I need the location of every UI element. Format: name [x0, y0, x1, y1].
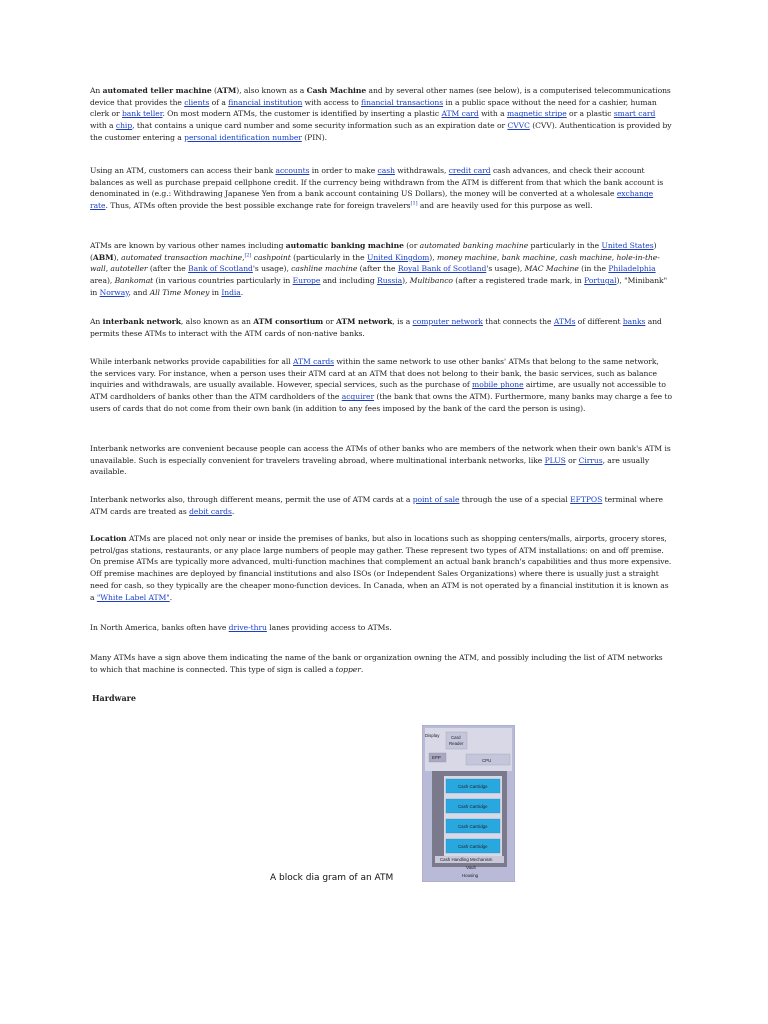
link-mobile-phone[interactable]: mobile phone [472, 380, 524, 390]
label-cpu: CPU [482, 758, 492, 763]
label-display: Display [425, 733, 440, 738]
paragraph-topper: Many ATMs have a sign above them indicating the name of the bank or organization owning the ATM, and possibly including the list of ATM networks to which that machine is connected. This type of sign is called a topper. [90, 653, 663, 674]
section-heading-hardware: Hardware [92, 693, 136, 703]
link-computer-network[interactable]: computer network [412, 317, 483, 326]
label-vault: Vault [466, 865, 476, 870]
link-drive-thru[interactable]: drive-thru [228, 623, 267, 632]
link-financial-institution[interactable]: financial institution [228, 97, 303, 107]
link-philadelphia[interactable]: Philadelphia [608, 264, 656, 274]
link-credit-card[interactable]: credit card [448, 166, 491, 175]
link-united-kingdom[interactable]: United Kingdom [366, 252, 430, 262]
link-financial-transactions[interactable]: financial transactions [360, 97, 444, 107]
link-chip[interactable]: chip [115, 121, 133, 131]
link-cvvc[interactable]: CVVC [507, 121, 530, 131]
link-smart-card[interactable]: smart card [613, 109, 656, 119]
link-cirrus[interactable]: Cirrus [578, 455, 603, 465]
label-cash-handling: Cash Handling Mechanism [440, 857, 493, 862]
paragraph-interbank: An interbank network, also known as an ATM consortium or ATM network, is a computer network that connects the ATMs of different banks and permits these ATMs to interact with the ATM cards of non-native banks. [90, 317, 662, 338]
link-united-states[interactable]: United States [601, 241, 654, 250]
link-magnetic-stripe[interactable]: magnetic stripe [506, 109, 567, 119]
atm-block-diagram [422, 725, 515, 882]
link-plus[interactable]: PLUS [544, 455, 566, 465]
paragraph-drive-thru: In North America, banks often have drive-thru lanes providing access to ATMs. [90, 623, 392, 632]
paragraph-convenience: Interbank networks are convenient because people can access the ATMs of other banks who are members of the network when their own bank's ATM is unavailable. Such is especially convenient for travelers traveling abroad, where multinational interbank networks, like PLUS or Cirrus, are usually available. [90, 444, 671, 477]
label-cash-cartridge-3: Cash Cartridge [458, 824, 488, 829]
link-accounts[interactable]: accounts [275, 166, 310, 175]
link-exchange-rate[interactable]: exchange rate [90, 189, 654, 211]
link-eftpos[interactable]: EFTPOS [570, 495, 603, 504]
paragraph-location: Location ATMs are placed not only near or inside the premises of banks, but also in locations such as shopping centers/malls, airports, grocery stores, petrol/gas stations, restaurants, or any place large numbers of people may gather. These represent two types of ATM installations: on and off premise. On premise ATMs are typically more advanced, multi-function machines that complement an actual bank branch's capabilities and thus more expensive. Off premise machines are deployed by financial institutions and also ISOs (or Independent Sales Organizations) where there is usually just a straight need for cash, so they typically are the cheaper mono-function devices. In Canada, when an ATM is not operated by a financial institution it is known as a "White Label ATM". [90, 534, 672, 602]
label-cash-cartridge-1: Cash Cartridge [458, 784, 488, 789]
diagram-caption: A block dia gram of an ATM [270, 873, 394, 883]
link-atm-cards[interactable]: ATM cards [292, 357, 335, 366]
label-epp: EPP [432, 755, 441, 760]
link-norway[interactable]: Norway [99, 287, 129, 297]
link-point-of-sale[interactable]: point of sale [412, 495, 460, 504]
paragraph-intro: An automated teller machine (ATM), also known as a Cash Machine and by several other names (see below), is a computerised telecommunications device that provides the clients of a financial institution with access to financial transactions in a public space without the need for a cashier, human clerk or bank teller. On most modern ATMs, the customer is identified by inserting a plastic ATM card with a magnetic stripe or a plastic smart card with a chip, that contains a unique card number and some security information such as an expiration date or CVVC (CVV). Authentication is provided by the customer entering a personal identification number (PIN). [90, 86, 672, 142]
link-portugal[interactable]: Portugal [584, 276, 617, 286]
label-card-reader-2: Reader [449, 741, 464, 746]
link-bank-teller[interactable]: bank teller [122, 109, 163, 119]
paragraph-services: While interbank networks provide capabilities for all ATM cards within the same network to use other banks' ATMs that belong to the same network, the services vary. For instance, when a person uses their ATM card at an ATM that does not belong to their bank, the basic services, such as balance inquiries and withdrawals, are usually available. However, special services, such as the purchase of mobile phone airtime, are usually not accessible to ATM cardholders of banks other than the ATM cardholders of the acquirer (the bank that owns the ATM). Furthermore, many banks may charge a fee to users of cards that do not come from their own bank (in addition to any fees imposed by the bank of the card the person is using). [90, 357, 673, 413]
link-europe[interactable]: Europe [292, 276, 321, 286]
label-housing: Housing [462, 873, 479, 878]
link-clients[interactable]: clients [184, 97, 210, 107]
link-royal-bank-of-scotland[interactable]: Royal Bank of Scotland [397, 264, 487, 274]
citation-1[interactable]: [1] [410, 200, 418, 207]
link-india[interactable]: India [221, 287, 241, 297]
label-cash-cartridge-2: Cash Cartridge [458, 804, 488, 809]
paragraph-names: ATMs are known by various other names including automatic banking machine (or automated banking machine particularly in the United States) (ABM), automated transaction machine,[2] cashpoint (particularly in the United Kingdom), money machine, bank machine, cash machine, hole-in-the-wall, autoteller (after the Bank of Scotland's usage), cashline machine (after the Royal Bank of Scotland's usage), MAC Machine (in the Philadelphia area), Bankomat (in various countries particularly in Europe and including Russia), Multibanco (after a registered trade mark, in Portugal), "Minibank" in Norway, and All Time Money in India. [90, 241, 668, 297]
link-pin[interactable]: personal identification number [184, 132, 302, 142]
paragraph-point-of-sale: Interbank networks also, through different means, permit the use of ATM cards at a point of sale through the use of a special EFTPOS terminal where ATM cards are treated as debit cards. [90, 495, 663, 516]
citation-2[interactable]: [2] [244, 252, 252, 259]
link-cash[interactable]: cash [377, 166, 395, 175]
link-atm-card[interactable]: ATM card [441, 109, 479, 119]
label-cash-cartridge-4: Cash Cartridge [458, 844, 488, 849]
link-atms[interactable]: ATMs [553, 317, 576, 326]
link-debit-cards[interactable]: debit cards [189, 506, 232, 516]
link-bank-of-scotland[interactable]: Bank of Scotland [188, 264, 253, 274]
link-acquirer[interactable]: acquirer [341, 392, 375, 402]
link-banks[interactable]: banks [622, 317, 646, 326]
paragraph-usage: Using an ATM, customers can access their bank accounts in order to make cash withdrawals, credit card cash advances, and check their account balances as well as purchase prepaid cellphone credit. If the currency being withdrawn from the ATM is different from that which the bank account is denominated in (e.g.: Withdrawing Japanese Yen from a bank account containing US Dollars), the money will be converted at a wholesale exchange rate. Thus, ATMs often provide the best possible exchange rate for foreign travelers[1] and are heavily used for this purpose as well. [90, 166, 664, 211]
link-white-label-atm[interactable]: "White Label ATM" [96, 592, 170, 602]
link-russia[interactable]: Russia [377, 276, 403, 286]
label-card-reader-1: Card [451, 735, 461, 740]
